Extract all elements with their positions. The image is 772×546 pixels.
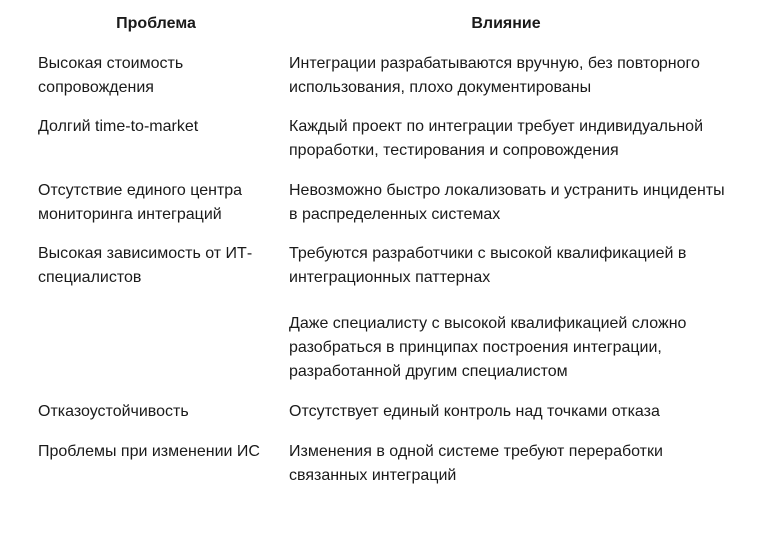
problem-cell: Высокая стоимость сопровождения: [38, 55, 184, 96]
table-row: [26, 179, 746, 227]
table-header-row: [26, 0, 746, 48]
table-row: [26, 115, 746, 163]
impact-cell: [277, 115, 737, 163]
problem-cell: Отказоустойчивость: [38, 403, 189, 420]
problem-cell: Высокая зависимость от ИТ-специалистов: [38, 245, 253, 286]
table-row: [26, 52, 746, 100]
header-problem: Проблема: [116, 15, 196, 32]
impact-text: Изменения в одной системе требуют переработки связанных интеграций: [289, 443, 663, 484]
impact-cell: [277, 400, 737, 424]
table-row: [26, 242, 746, 384]
impact-cell: [277, 440, 737, 488]
problems-impact-table: [26, 0, 746, 488]
problem-cell: Долгий time-to-market: [38, 118, 199, 135]
impact-cell: [277, 242, 737, 384]
impact-text: Каждый проект по интеграции требует индивидуальной проработки, тестирования и сопровождения: [289, 118, 703, 159]
impact-text: Невозможно быстро локализовать и устранить инциденты в распределенных системах: [289, 182, 725, 223]
impact-text: Даже специалисту с высокой квалификацией сложно разобраться в принципах построения интеграции, разработанной другим специалистом: [289, 315, 687, 380]
table-row: [26, 400, 746, 424]
impact-cell: [277, 52, 737, 100]
impact-cell: [277, 179, 737, 227]
header-impact: Влияние: [471, 15, 541, 32]
impact-text: Интеграции разрабатываются вручную, без повторного использования, плохо документированы: [289, 55, 700, 96]
problem-cell: Проблемы при изменении ИС: [38, 443, 260, 460]
problem-cell: Отсутствие единого центра мониторинга интеграций: [38, 182, 243, 223]
table-row: [26, 440, 746, 488]
impact-text: Отсутствует единый контроль над точками отказа: [289, 403, 660, 420]
impact-text: Требуются разработчики с высокой квалификацией в интеграционных паттернах: [289, 245, 687, 286]
